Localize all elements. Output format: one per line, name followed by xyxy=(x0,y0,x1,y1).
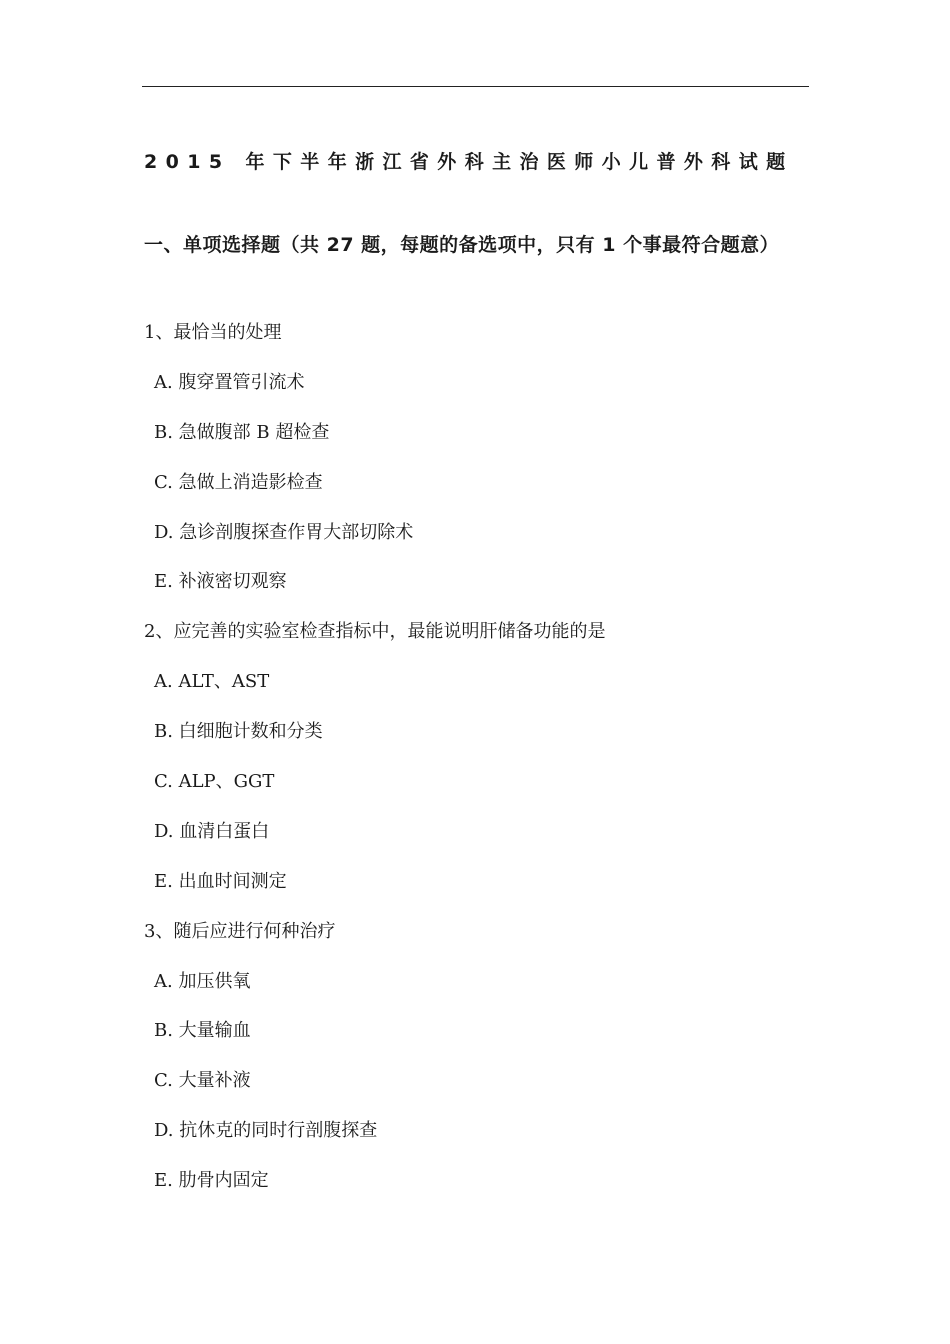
answer-option: C. 急做上消造影检查 xyxy=(154,471,323,493)
answer-option: D. 抗休克的同时行剖腹探查 xyxy=(154,1120,378,1142)
question-list xyxy=(144,308,804,1206)
question-stem: 1、最恰当的处理 xyxy=(144,322,282,343)
document-title: 2015 年下半年浙江省外科主治医师小儿普外科试题 xyxy=(144,151,794,173)
section-heading: 一、单项选择题（共 27 题，每题的备选项中，只有 1 个事最符合题意） xyxy=(144,234,780,256)
answer-option: B. 急做腹部 B 超检查 xyxy=(154,421,330,443)
header-rule xyxy=(142,86,809,87)
answer-option: E. 补液密切观察 xyxy=(154,571,287,593)
answer-option: A. 腹穿置管引流术 xyxy=(154,371,305,393)
answer-option: E. 出血时间测定 xyxy=(154,870,287,892)
answer-option: C. ALP、GGT xyxy=(154,771,275,793)
answer-option: A. ALT、AST xyxy=(154,671,270,693)
answer-option: A. 加压供氧 xyxy=(154,970,251,992)
answer-option: B. 大量输血 xyxy=(154,1020,251,1042)
answer-option: B. 白细胞计数和分类 xyxy=(154,721,323,743)
question-stem: 3、随后应进行何种治疗 xyxy=(144,920,336,942)
answer-option: C. 大量补液 xyxy=(154,1070,251,1092)
answer-option: E. 肋骨内固定 xyxy=(154,1170,269,1192)
answer-option: D. 急诊剖腹探查作胃大部切除术 xyxy=(154,521,414,543)
answer-option: D. 血清白蛋白 xyxy=(154,820,270,842)
question-stem: 2、应完善的实验室检查指标中，最能说明肝储备功能的是 xyxy=(144,621,606,643)
